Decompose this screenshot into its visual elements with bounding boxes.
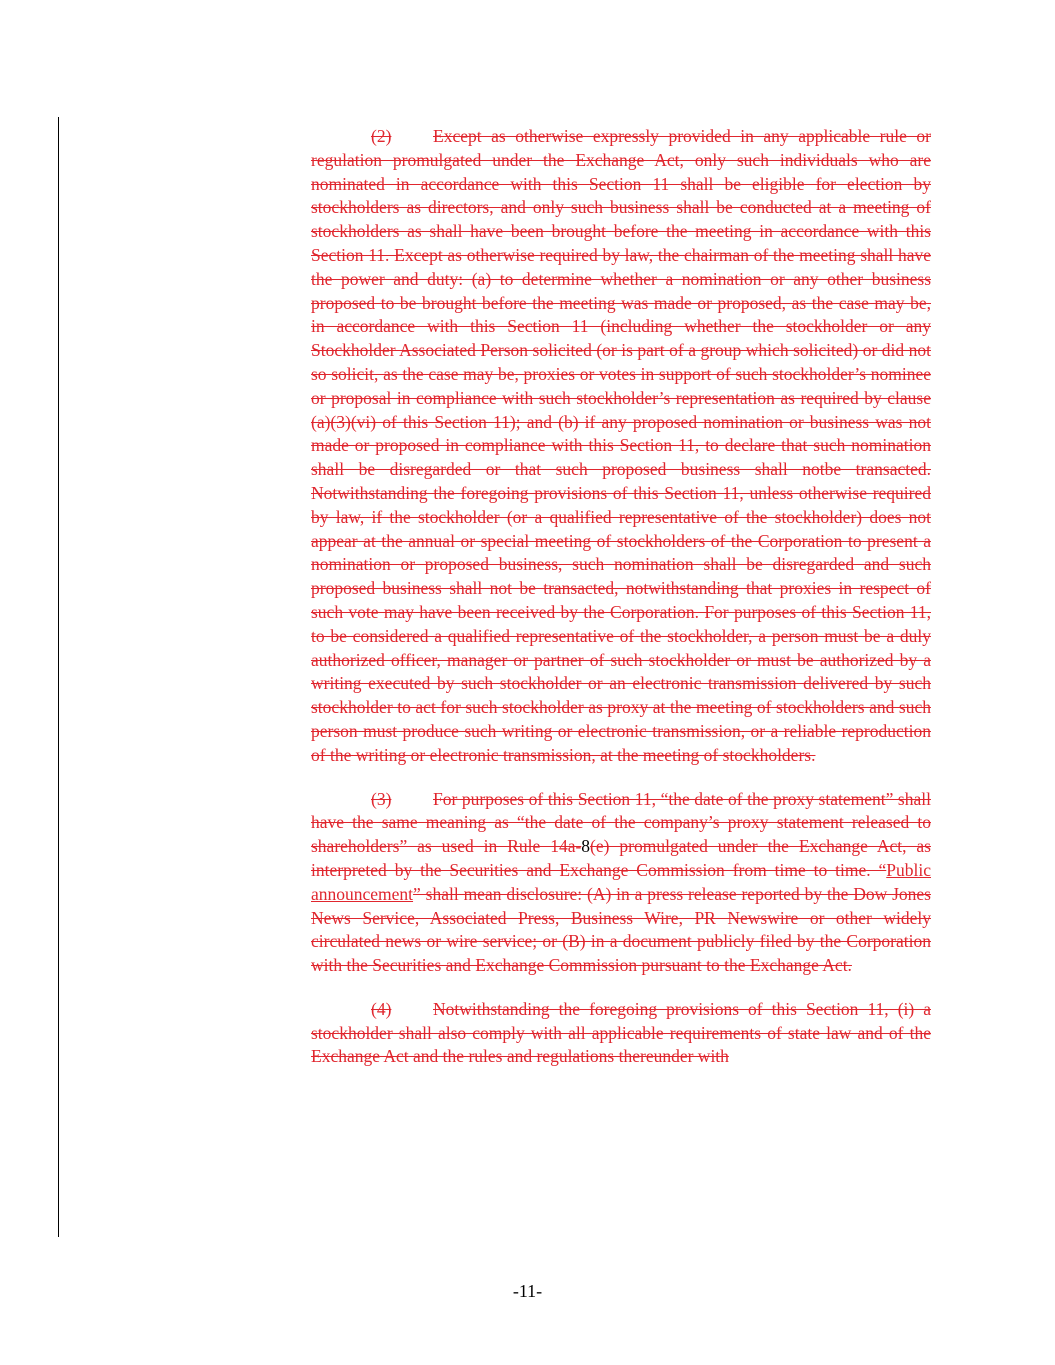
deleted-text: Except as otherwise expressly provided in any applicable rule or regulation promulgated under the Exchange Act, only such individuals who are nominated in accordance with this Section 11 shall be eligible for election by stockholders as directors, and only such business shall be conducted at a meeting of stockholders as shall have been brought before the meeting in accordance with this Section 11. Except as otherwise required by law, the chairman of the meeting shall have the power and duty: (a) to determine whether a nomination or any other business proposed to be brought before the meeting was made or proposed, as the case may be, in accordance with this Section 11 (including whether the stockholder or any Stockholder Associated Person solicited (or is part of a group which solicited) or did not so solicit, as the case may be, proxies or votes in support of such stockholder’s nominee or proposal in compliance with such stockholder’s representation as required by clause (a)(3)(vi) of this Section 11); and (b) if any proposed nomination or business was not made or proposed in compliance with this Section 11, to declare that such nomination shall be disregarded or that such proposed business shall notbe transacted. Notwithstanding the foregoing provisions of this Section 11, unless otherwise required by law, if the stockholder (or a qualified representative of the stockholder) does not appear at the annual or special meeting of stockholders of the Corporation to present a nomination or proposed business, such nomination shall be disregarded and such proposed business shall not be transacted, notwithstanding that proxies in respect of such vote may have been received by the Corporation. For purposes of this Section 11, to be considered a qualified representative of the stockholder, a person must be a duly authorized officer, manager or partner of such stockholder or must be authorized by a writing executed by such stockholder or an electronic transmission delivered by such stockholder to act for such stockholder as proxy at the meeting of stockholders and such person must produce such writing or electronic transmission, or a reliable reproduction of the writing or electronic transmission, at the meeting of stockholders. [311, 126, 931, 765]
deleted-text: For purposes of this Section 11, “the date of the proxy statement” shall have the same meaning as “the date of the company’s proxy statement released to shareholders” as used in Rule 14a- [311, 788, 931, 857]
retained-text: 8 [581, 836, 591, 857]
defined-term: Public announcement [311, 859, 931, 904]
deleted-text: ” shall mean disclosure: (A) in a press release reported by the Dow Jones News Service, Associated Press, Business Wire, PR Newswire or other widely circulated news or wire service; or (B) in a document publicly filed by the Corporation with the Securities and Exchange Commission pursuant to the Exchange Act. [311, 883, 931, 976]
paragraph-number: (3) [371, 788, 392, 809]
document-body [311, 125, 931, 1089]
revision-change-bar [58, 117, 59, 1237]
deleted-text: (e) promulgated under the Exchange Act, as interpreted by the Securities and Exchange Commission from time to time. “ [311, 836, 931, 880]
paragraph-3 [311, 788, 931, 978]
paragraph-number: (4) [371, 998, 392, 1019]
page-number: -11- [512, 1281, 543, 1301]
paragraph-4 [311, 998, 931, 1069]
paragraph-2 [311, 125, 931, 768]
paragraph-number: (2) [371, 126, 392, 146]
deleted-text: Notwithstanding the foregoing provisions of this Section 11, (i) a stockholder shall also comply with all applicable requirements of state law and of the Exchange Act and the rules and regulations thereunder with [311, 998, 931, 1067]
